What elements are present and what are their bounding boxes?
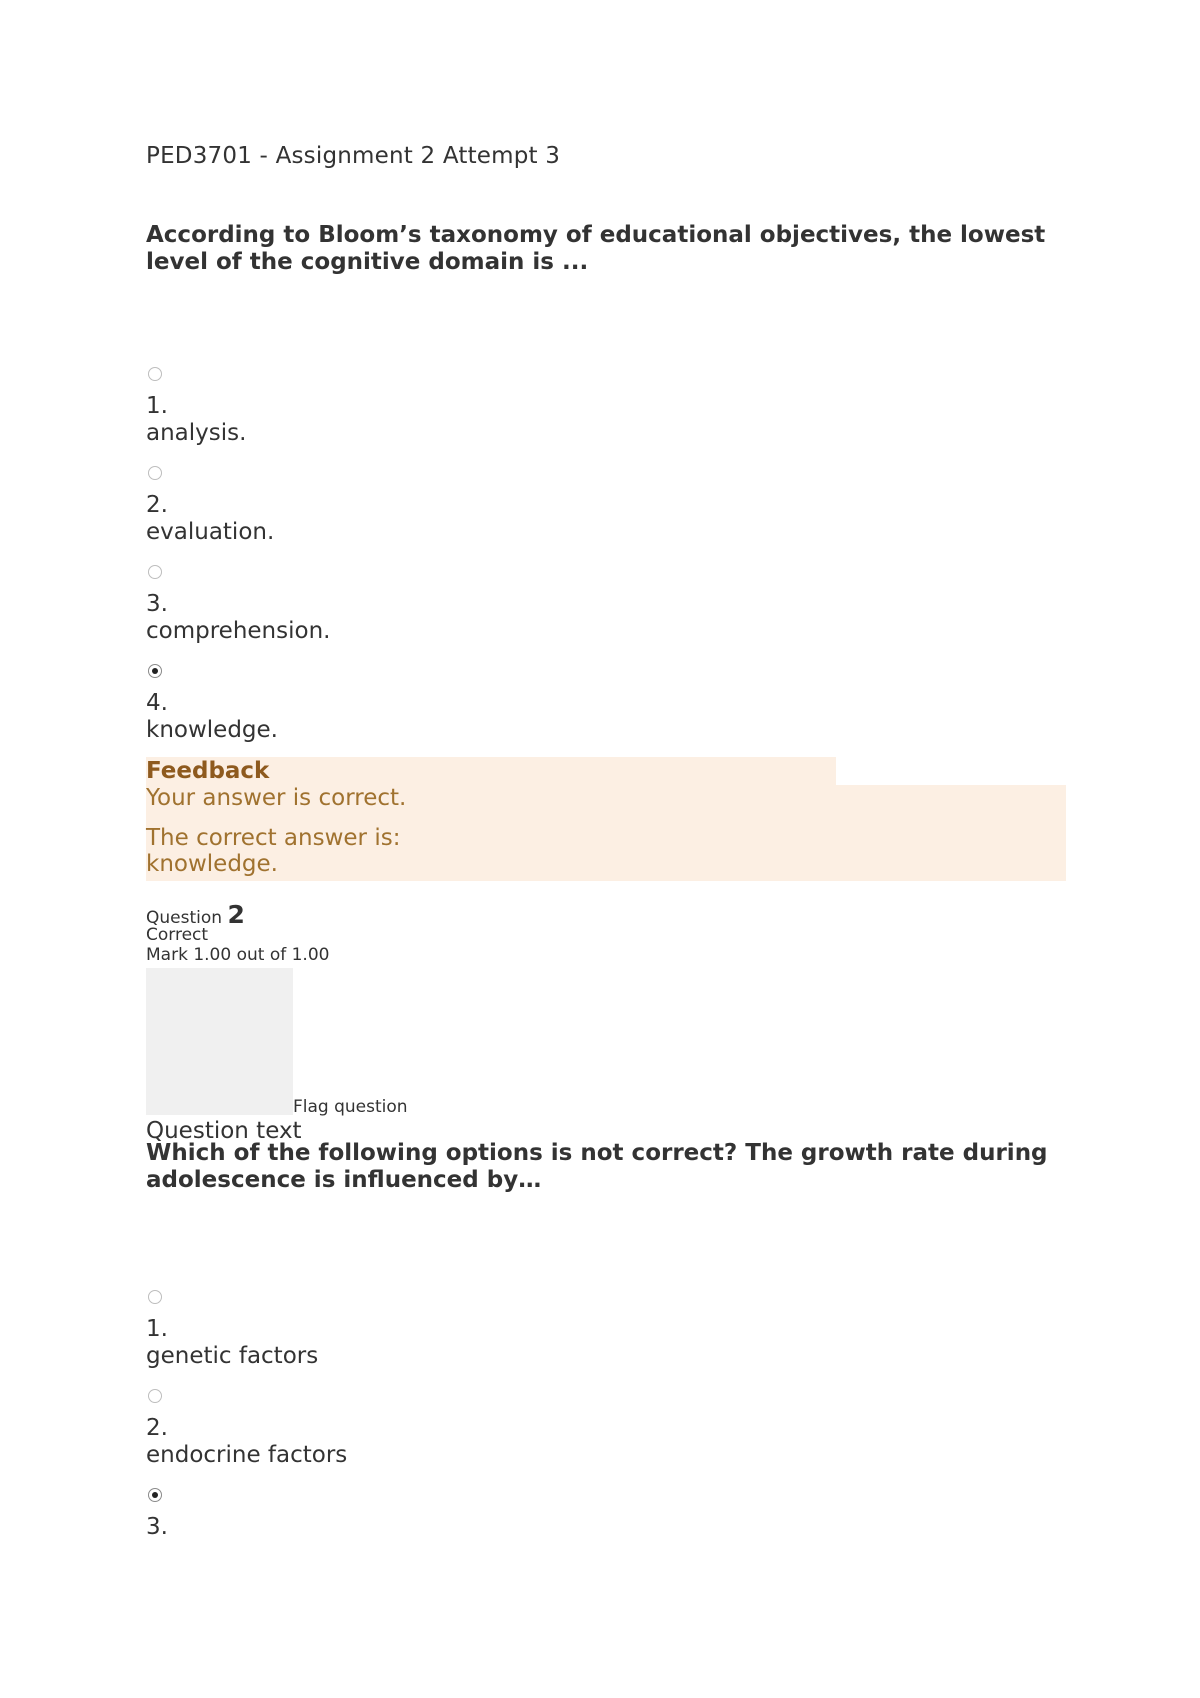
option-label: knowledge. bbox=[146, 717, 278, 743]
question-state: Correct bbox=[146, 925, 209, 945]
option-number: 3. bbox=[146, 1514, 168, 1540]
option-label: comprehension. bbox=[146, 618, 331, 644]
question-label: Question bbox=[146, 908, 223, 928]
radio-button-selected[interactable] bbox=[148, 664, 162, 678]
feedback-header bbox=[146, 757, 836, 785]
option-number: 2. bbox=[146, 492, 168, 518]
question-1-option-3[interactable] bbox=[146, 565, 330, 645]
option-number: 3. bbox=[146, 591, 168, 617]
flag-question-link[interactable]: Flag question bbox=[293, 1097, 408, 1117]
question-2-option-2[interactable] bbox=[146, 1389, 347, 1469]
option-number: 1. bbox=[146, 1316, 168, 1342]
radio-button[interactable] bbox=[148, 1389, 162, 1403]
option-label: genetic factors bbox=[146, 1343, 319, 1369]
option-label: analysis. bbox=[146, 420, 247, 446]
feedback-panel bbox=[146, 785, 1066, 881]
question-2-text: Which of the following options is not correct? The growth rate during adolescence is influenced by… bbox=[146, 1140, 1048, 1193]
document-title: PED3701 - Assignment 2 Attempt 3 bbox=[146, 143, 561, 169]
radio-button[interactable] bbox=[148, 367, 162, 381]
question-text-heading: Question text bbox=[146, 1118, 302, 1144]
radio-button-selected[interactable] bbox=[148, 1488, 162, 1502]
feedback-correct-answer: knowledge. bbox=[146, 851, 278, 877]
question-2-option-1[interactable] bbox=[146, 1290, 318, 1370]
option-label: evaluation. bbox=[146, 519, 275, 545]
feedback-correct-intro: The correct answer is: bbox=[146, 825, 401, 851]
question-1-option-1[interactable] bbox=[146, 367, 246, 447]
question-1-option-2[interactable] bbox=[146, 466, 274, 546]
feedback-result: Your answer is correct. bbox=[146, 785, 407, 811]
option-number: 2. bbox=[146, 1415, 168, 1441]
question-2-option-3[interactable] bbox=[146, 1488, 168, 1541]
question-1-option-4[interactable] bbox=[146, 664, 278, 744]
feedback-title: Feedback bbox=[146, 758, 270, 784]
question-number: 2 bbox=[227, 900, 245, 929]
radio-button[interactable] bbox=[148, 1290, 162, 1304]
option-number: 1. bbox=[146, 393, 168, 419]
radio-button[interactable] bbox=[148, 466, 162, 480]
question-1-text: According to Bloom’s taxonomy of educational objectives, the lowest level of the cognitive domain is ... bbox=[146, 222, 1046, 275]
option-label: endocrine factors bbox=[146, 1442, 348, 1468]
option-number: 4. bbox=[146, 690, 168, 716]
flag-icon[interactable] bbox=[146, 968, 293, 1115]
question-grade: Mark 1.00 out of 1.00 bbox=[146, 945, 330, 965]
radio-button[interactable] bbox=[148, 565, 162, 579]
